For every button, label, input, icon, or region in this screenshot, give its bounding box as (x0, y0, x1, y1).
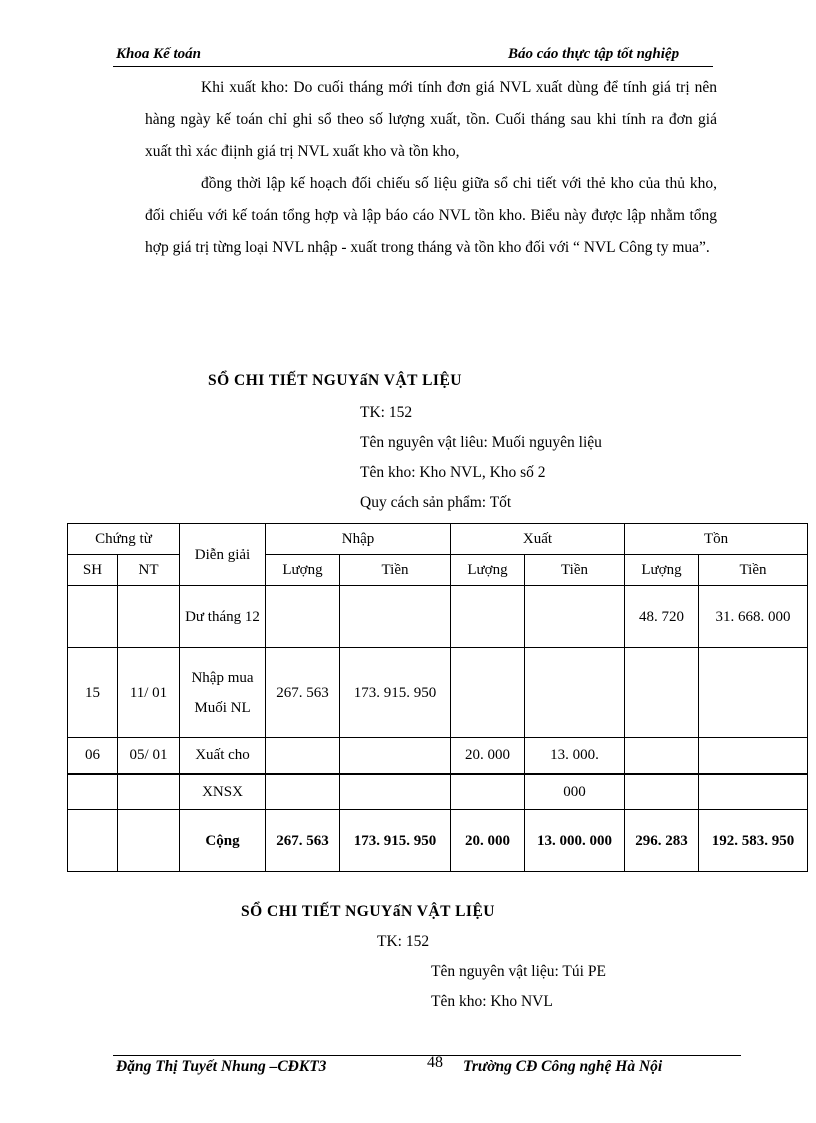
cell-nt: 11/ 01 (118, 648, 180, 738)
ledger2-warehouse: Tên kho: Kho NVL (431, 993, 553, 1010)
cell-sh (68, 774, 118, 810)
cell-nt: 05/ 01 (118, 738, 180, 774)
cell-description: Nhập mua Muối NL (180, 648, 266, 738)
cell-export-qty (451, 586, 525, 648)
cell-sh: 06 (68, 738, 118, 774)
paragraph-reconciliation: đồng thời lập kế hoạch đối chiếu số liệu giữa sổ chi tiết với thẻ kho của thủ kho, đối chiếu với kế toán tổng hợp và lập báo cáo NVL tồn kho. Biểu này được lập nhằm tổng hợp giá trị từng loại NVL nhập - xuất trong tháng và tồn kho đối với “ NVL Công ty mua”. (145, 175, 717, 256)
cell-nt (118, 774, 180, 810)
ledger1-spec: Quy cách sản phẩm: Tốt (360, 494, 512, 511)
table-row (68, 738, 808, 774)
header-department: Khoa Kế toán (116, 46, 202, 62)
header-stock: Tồn (625, 524, 808, 555)
ledger1-account: TK: 152 (360, 404, 413, 421)
cell-import-amount (340, 738, 451, 774)
cell-export-amount: 13. 000. (525, 738, 625, 774)
cell-export-amount (525, 586, 625, 648)
header-description: Diễn giải (180, 524, 266, 586)
cell-description: Dư tháng 12 (180, 586, 266, 648)
header-import-qty: Lượng (266, 555, 340, 586)
cell-sh (68, 586, 118, 648)
ledger1-title: SỔ CHI TIẾT NGUYấN VẬT LIỆU (208, 372, 462, 389)
footer-school: Trường CĐ Công nghệ Hà Nội (463, 1058, 663, 1075)
ledger2-title: SỔ CHI TIẾT NGUYấN VẬT LIỆU (241, 903, 495, 920)
header-import: Nhập (266, 524, 451, 555)
cell-nt (118, 810, 180, 872)
cell-import-qty: 267. 563 (266, 648, 340, 738)
header-report-title: Báo cáo thực tập tốt nghiệp (508, 46, 680, 62)
ledger2-material: Tên nguyên vật liệu: Túi PE (431, 963, 606, 980)
table-row (68, 774, 808, 810)
cell-stock-qty (625, 648, 699, 738)
table-header-row (68, 524, 808, 555)
header-export-amount: Tiền (525, 555, 625, 586)
cell-stock-qty: 296. 283 (625, 810, 699, 872)
cell-stock-amount (699, 738, 808, 774)
table-row (68, 648, 808, 738)
cell-sh (68, 810, 118, 872)
cell-stock-qty (625, 738, 699, 774)
cell-export-qty: 20. 000 (451, 810, 525, 872)
header-divider (113, 66, 713, 67)
ledger1-material: Tên nguyên vật liêu: Muối nguyên liệu (360, 434, 602, 451)
page-number: 48 (427, 1054, 443, 1071)
ledger1-warehouse: Tên kho: Kho NVL, Kho số 2 (360, 464, 546, 481)
header-nt: NT (118, 555, 180, 586)
cell-import-amount (340, 774, 451, 810)
cell-description: XNSX (180, 774, 266, 810)
header-export-qty: Lượng (451, 555, 525, 586)
cell-description: Xuất cho (180, 738, 266, 774)
cell-import-qty: 267. 563 (266, 810, 340, 872)
cell-export-qty: 20. 000 (451, 738, 525, 774)
cell-export-qty (451, 774, 525, 810)
paragraph-export-procedure: Khi xuất kho: Do cuối tháng mới tính đơn giá NVL xuất dùng để tính giá trị nên hàng ngày kế toán chỉ ghi sổ theo số lượng xuất, tồn. Cuối tháng sau khi tính ra đơn giá xuất thì xác điịnh giá trị NVL xuất kho và tồn kho, (145, 79, 717, 160)
cell-import-amount: 173. 915. 950 (340, 648, 451, 738)
header-sh: SH (68, 555, 118, 586)
cell-import-amount (340, 586, 451, 648)
cell-sh: 15 (68, 648, 118, 738)
table-row (68, 586, 808, 648)
header-stock-amount: Tiền (699, 555, 808, 586)
cell-export-amount (525, 648, 625, 738)
cell-stock-amount: 192. 583. 950 (699, 810, 808, 872)
ledger2-account: TK: 152 (377, 933, 430, 950)
cell-export-qty (451, 648, 525, 738)
table-total-row (68, 810, 808, 872)
table-subheader-row (68, 555, 808, 586)
cell-import-amount: 173. 915. 950 (340, 810, 451, 872)
cell-export-amount: 000 (525, 774, 625, 810)
cell-stock-amount: 31. 668. 000 (699, 586, 808, 648)
footer-author: Đặng Thị Tuyết Nhung –CĐKT3 (116, 1058, 327, 1075)
cell-description: Cộng (180, 810, 266, 872)
cell-nt (118, 586, 180, 648)
cell-import-qty (266, 738, 340, 774)
cell-stock-amount (699, 648, 808, 738)
ledger1-table (67, 523, 808, 872)
cell-import-qty (266, 586, 340, 648)
cell-stock-amount (699, 774, 808, 810)
body-text (145, 72, 717, 264)
header-import-amount: Tiền (340, 555, 451, 586)
cell-stock-qty: 48. 720 (625, 586, 699, 648)
header-export: Xuất (451, 524, 625, 555)
header-voucher: Chứng từ (68, 524, 180, 555)
cell-stock-qty (625, 774, 699, 810)
header-stock-qty: Lượng (625, 555, 699, 586)
cell-export-amount: 13. 000. 000 (525, 810, 625, 872)
cell-import-qty (266, 774, 340, 810)
